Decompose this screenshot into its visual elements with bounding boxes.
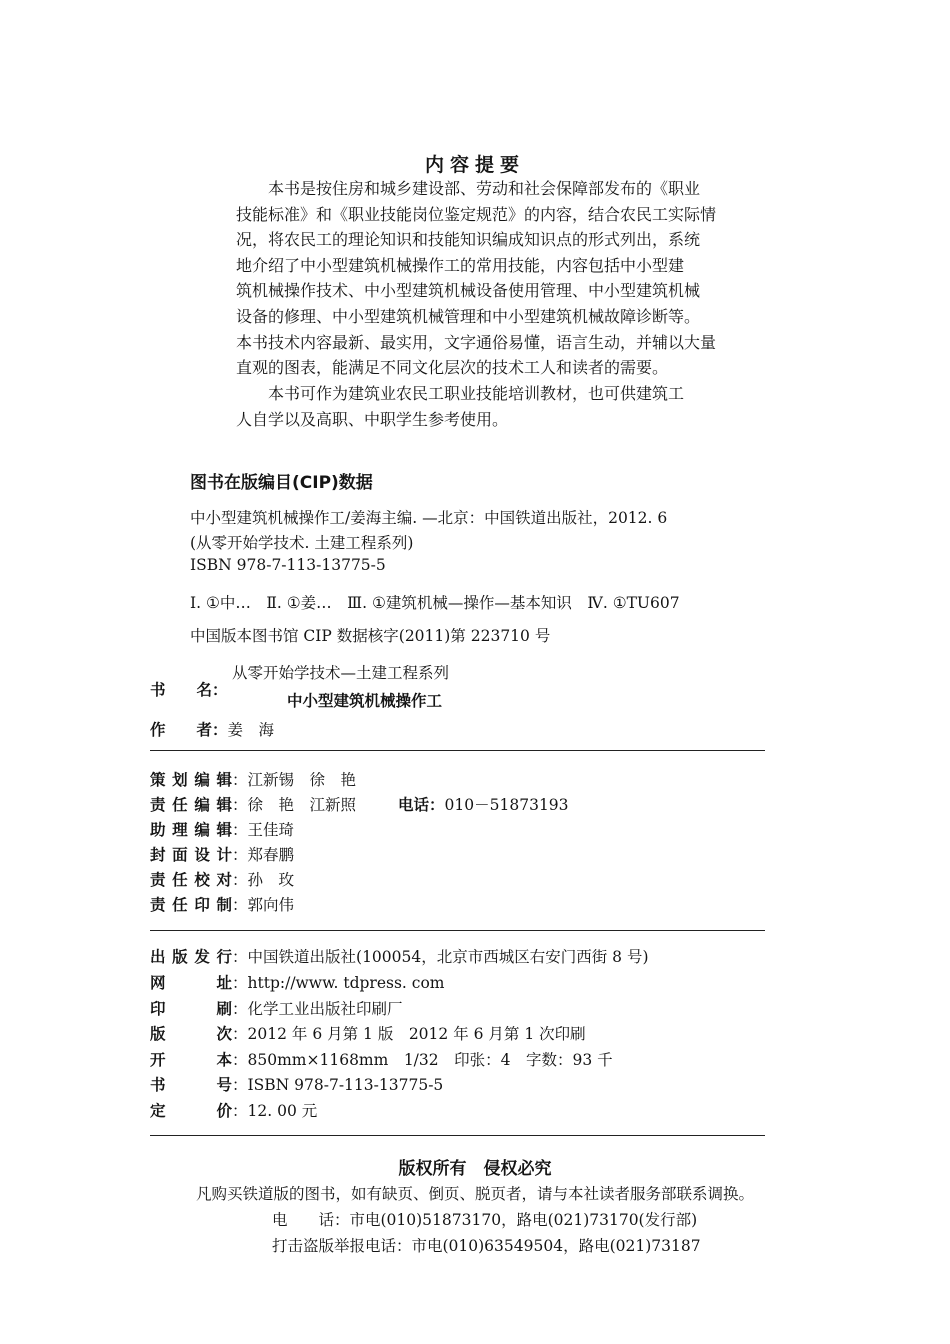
author-value: 姜 海 <box>227 721 275 739</box>
cip-title: 图书在版编目(CIP)数据 <box>190 473 373 493</box>
publishing-row: 出版发行：中国铁道出版社(100054，北京市西城区右安门西街 8 号) <box>150 948 649 966</box>
book-author-row <box>150 718 274 740</box>
publishing-row: 书号：ISBN 978-7-113-13775-5 <box>150 1076 444 1094</box>
cip-isbn: ISBN 978-7-113-13775-5 <box>190 556 386 574</box>
summary-line: 直观的图表，能满足不同文化层次的技术工人和读者的需要。 <box>236 358 669 378</box>
summary-line: 筑机械操作技术、中小型建筑机械设备使用管理、中小型建筑机械 <box>236 281 701 301</box>
cip-classification: Ⅰ. ①中… Ⅱ. ①姜… Ⅲ. ①建筑机械—操作—基本知识 Ⅳ. ①TU607 <box>190 594 680 612</box>
copyright-piracy: 打击盗版举报电话：市电(010)63549504，路电(021)73187 <box>272 1237 701 1255</box>
summary-line: 本书是按住房和城乡建设部、劳动和社会保障部发布的《职业 <box>236 179 701 198</box>
summary-line: 地介绍了中小型建筑机械操作工的常用技能，内容包括中小型建 <box>236 255 685 275</box>
summary-line: 况，将农民工的理论知识和技能知识编成知识点的形式列出，系统 <box>236 230 701 250</box>
summary-paragraph-1 <box>236 176 774 381</box>
copyright-phone: 电 话：市电(010)51873170，路电(021)73170(发行部) <box>272 1211 698 1229</box>
book-title: 中小型建筑机械操作工 <box>287 692 443 710</box>
copyright-notice: 凡购买铁道版的图书，如有缺页、倒页、脱页者，请与本社读者服务部联系调换。 <box>195 1185 754 1203</box>
author-label: 作 者： <box>150 721 228 739</box>
publishing-row: 开本：850mm×1168mm 1/32 印张：4 字数：93 千 <box>150 1051 613 1069</box>
editor-row: 责任印制：郭向伟 <box>150 896 295 914</box>
publishing-row: 版次：2012 年 6 月第 1 版 2012 年 6 月第 1 次印刷 <box>150 1025 586 1043</box>
cip-line-2: (从零开始学技术. 土建工程系列) <box>190 534 414 552</box>
summary-title: 内容提要 <box>424 154 525 176</box>
editor-row: 助理编辑：王佳琦 <box>150 821 295 839</box>
summary-line: 本书技术内容最新、最实用，文字通俗易懂，语言生动，并辅以大量 <box>236 332 717 352</box>
summary-line: 人自学以及高职、中职学生参考使用。 <box>236 409 509 429</box>
divider <box>150 930 765 931</box>
publishing-row: 定价：12. 00 元 <box>150 1102 318 1120</box>
summary-paragraph-2 <box>236 381 774 432</box>
cip-approval: 中国版本图书馆 CIP 数据核字(2011)第 223710 号 <box>190 627 551 645</box>
book-name-label: 书 名： <box>150 681 228 699</box>
editor-row: 责任校对：孙 玫 <box>150 871 295 889</box>
editor-row: 责任编辑：徐 艳 江新照 电话：010－51873193 <box>150 796 569 814</box>
book-series: 从零开始学技术—土建工程系列 <box>232 664 450 682</box>
summary-line: 本书可作为建筑业农民工职业技能培训教材，也可供建筑工 <box>236 384 685 403</box>
copyright-title: 版权所有 侵权必究 <box>398 1159 552 1179</box>
divider <box>150 750 765 751</box>
cip-line-1: 中小型建筑机械操作工/姜海主编. —北京：中国铁道出版社，2012. 6 <box>190 509 668 527</box>
summary-line: 技能标准》和《职业技能岗位鉴定规范》的内容，结合农民工实际情 <box>236 204 717 224</box>
editor-row: 策划编辑：江新锡 徐 艳 <box>150 771 357 789</box>
summary-line: 设备的修理、中小型建筑机械管理和中小型建筑机械故障诊断等。 <box>236 306 701 326</box>
publishing-row: 网址：http://www. tdpress. com <box>150 974 445 992</box>
publishing-row: 印刷：化学工业出版社印刷厂 <box>150 1000 403 1018</box>
divider <box>150 1135 765 1136</box>
editor-row: 封面设计：郑春鹏 <box>150 846 295 864</box>
